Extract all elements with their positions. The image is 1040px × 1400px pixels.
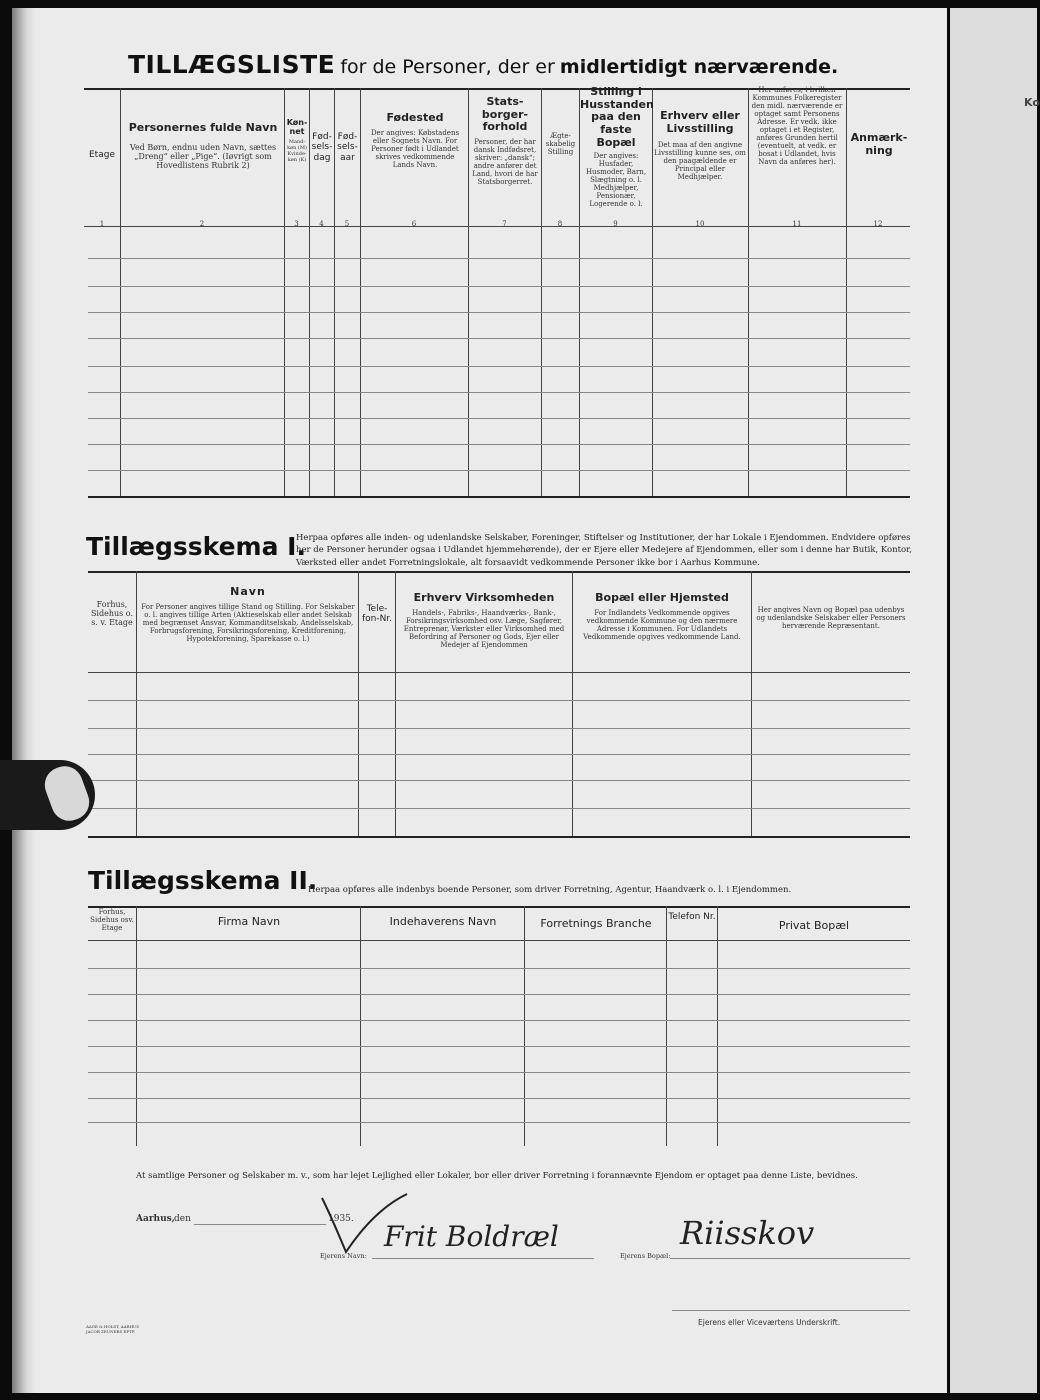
schema2-title: Tillægsskema II.: [88, 866, 318, 895]
page-title: [128, 50, 838, 79]
checkmark-stroke: [312, 1188, 412, 1268]
list-row-line: [88, 392, 910, 393]
schema1-col-phone: Tele-fon-Nr.: [361, 604, 393, 625]
schema2-col-divider: [524, 906, 525, 1146]
year-label: 1935.: [328, 1214, 354, 1224]
owner-address-line: [670, 1258, 910, 1259]
col-number: 5: [344, 220, 350, 228]
owner-address-label: Ejerens Bopæl:: [620, 1252, 671, 1260]
signature-label: Ejerens eller Viceværtens Underskrift.: [698, 1318, 841, 1327]
col-header-household: Stilling i Husstanden paa den faste Bopæl Der angives: Husfader, Husmoder, Barn, Slægtning o. l. Medhjælper, Pensionær, Logerende o. l.: [580, 85, 654, 209]
list-col-divider: [652, 88, 653, 496]
schema1-header-rule: [88, 672, 910, 673]
printer-imprint: AAGE & HOLST, AARHUS JACOB ZEUNERS EFTF.: [86, 1324, 140, 1335]
thumb-holding-page: [0, 760, 95, 830]
schema1-row-line: [88, 700, 910, 701]
census-form-page: [12, 8, 947, 1393]
schema2-header-rule: [88, 940, 910, 941]
schema2-col-divider: [666, 906, 667, 1146]
title-bold-part: TILLÆGSLISTE: [128, 50, 336, 79]
schema2-row-line: [88, 1046, 910, 1047]
col-number: 2: [199, 220, 205, 228]
signature-line: [672, 1310, 910, 1311]
place-label: Aarhus,: [136, 1214, 175, 1224]
owner-address-signature: Riisskov: [680, 1214, 815, 1252]
schema2-top-rule: [88, 906, 910, 908]
list-col-divider: [120, 88, 121, 496]
col-header-birthday: Fød-sels-dag: [311, 132, 333, 163]
schema2-col-private-address: Privat Bopæl: [778, 919, 850, 932]
col-header-etage: Etage: [89, 150, 115, 160]
schema2-col-owner: Indehaverens Navn: [389, 915, 497, 928]
schema1-col-etage: Forhus, Sidehus o. s. v. Etage: [90, 600, 134, 628]
schema2-row-line: [88, 1098, 910, 1099]
schema2-col-divider: [360, 906, 361, 1146]
schema1-col-divider: [395, 571, 396, 836]
list-row-line: [88, 366, 910, 367]
adjacent-page-fragment: Ko: [1024, 96, 1040, 109]
col-number: 12: [873, 220, 883, 228]
schema1-col-representative: Her angives Navn og Bopæl paa udenbys og udenlandske Selskaber eller Personers herværende Repræsentant.: [756, 606, 906, 631]
list-row-line: [88, 470, 910, 471]
schema1-row-line: [88, 728, 910, 729]
col-number: 3: [294, 220, 299, 228]
col-header-birthplace: Fødested Der angives: Købstadens eller Sognets Navn. For Personer født i Udlandet skrives vedkommende Lands Navn.: [370, 111, 460, 169]
col-header-marital: Ægte-skabelig Stilling: [545, 132, 576, 157]
page-spine: [12, 8, 36, 1393]
col-number: 4: [319, 220, 324, 228]
col-number: 11: [792, 220, 802, 228]
list-row-line: [88, 338, 910, 339]
col-header-gender: Køn-net Mand-køn (M) Kvinde-køn (K): [286, 118, 308, 163]
list-bottom-rule: [88, 496, 910, 498]
owner-name-signature: Frit Boldræl: [384, 1220, 559, 1253]
thumbnail-shape: [40, 761, 95, 826]
schema2-col-firm: Firma Navn: [217, 915, 281, 928]
schema1-row-line: [88, 808, 910, 809]
list-col-divider: [748, 88, 749, 496]
schema1-bottom-rule: [88, 836, 910, 838]
schema1-top-rule: [88, 571, 910, 573]
schema1-col-divider: [136, 571, 137, 836]
col-number: 6: [411, 220, 417, 228]
schema1-row-line: [88, 780, 910, 781]
schema2-row-line: [88, 1072, 910, 1073]
adjacent-page: [950, 8, 1040, 1393]
title-bold-end: midlertidigt nærværende.: [559, 56, 839, 78]
col-header-birthyear: Fød-sels-aar: [337, 132, 358, 163]
schema1-col-business: Erhverv Virksomheden Handels-, Fabriks-, Haandværks-, Bank-, Forsikringsvirksomhed osv. Læge, Sagfører, Entreprenør, Værkster eller Virksomhed med Befordring af Personer og Gods, Ejer eller Medejer af Ejendommen: [403, 591, 565, 649]
col-number: 1: [99, 220, 105, 228]
schema1-col-divider: [751, 571, 752, 836]
col-number: 10: [695, 220, 705, 228]
schema2-row-line: [88, 1122, 910, 1123]
list-col-divider: [468, 88, 469, 496]
col-number: 8: [557, 220, 563, 228]
col-number: 9: [613, 220, 618, 228]
col-header-address: Her anføres, i hvilken Kommunes Folkeregister den midl. nærværende er optaget samt Personens Adresse. Er vedk. ikke optaget i et Register, anføres Grunden hertil (eventuelt, at vedk. er bosat i Udlandet, hvis Navn da anføres her).: [751, 86, 843, 167]
schema2-col-branch: Forretnings Branche: [540, 917, 652, 930]
list-row-line: [88, 418, 910, 419]
schema2-intro: Herpaa opføres alle indenbys boende Personer, som driver Forretning, Agentur, Haandværk o. l. i Ejendommen.: [308, 885, 792, 895]
certification-statement: At samtlige Personer og Selskaber m. v., som har lejet Lejlighed eller Lokaler, bor eller driver Forretning i forannævnte Ejendom er optaget paa denne Liste, bevidnes.: [136, 1171, 858, 1181]
schema1-row-line: [88, 754, 910, 755]
schema2-col-phone: Telefon Nr.: [668, 912, 716, 922]
schema2-row-line: [88, 968, 910, 969]
list-row-line: [88, 312, 910, 313]
title-normal-part: for de Personer, der er: [340, 56, 555, 78]
list-row-line: [88, 286, 910, 287]
schema1-col-name: Navn For Personer angives tillige Stand og Stilling. For Selskaber o. l. angives tillige Arten (Aktieselskab eller andet Selskab med begrænset Ansvar, Kommanditselskab, Andelsselskab, Forbrugsforening, Forsikringsforening, Kreditforening, Hypotekforening, Sparekasse o. l.): [141, 585, 355, 643]
schema1-col-divider: [572, 571, 573, 836]
date-label: den: [174, 1214, 191, 1224]
list-row-line: [88, 444, 910, 445]
list-col-divider: [846, 88, 847, 496]
owner-name-label: Ejerens Navn:: [320, 1252, 367, 1260]
col-header-occupation: Erhverv eller Livsstilling Det maa af den angivne Livsstilling kunne ses, om den paagældende er Principal eller Medhjælper.: [654, 109, 746, 182]
schema2-row-line: [88, 994, 910, 995]
col-header-citizenship: Stats-borger-forhold Personer, der har dansk Indfødsret, skriver: „dansk“; andre anfører det Land, hvori de har Statsborgerret.: [472, 95, 538, 187]
schema2-row-line: [88, 1020, 910, 1021]
schema1-title: Tillægsskema I.: [86, 532, 306, 561]
schema1-col-residence: Bopæl eller Hjemsted For Indlandets Vedkommende opgives vedkommende Kommune og den nærmere Adresse i Kommunen. For Udlandets Vedkommende opgives vedkommende Land.: [583, 591, 741, 641]
list-row-line: [88, 258, 910, 259]
list-col-divider: [360, 88, 361, 496]
col-header-remark: Anmærk-ning: [850, 131, 908, 157]
schema2-col-etage: Forhus, Sidehus osv. Etage: [90, 908, 134, 933]
date-line: [194, 1224, 326, 1225]
schema1-intro: Herpaa opføres alle inden- og udenlandske Selskaber, Foreninger, Stiftelser og Institutioner, der har Lokale i Ejendommen. Endvidere opføres her de Personer herunder ogsaa i Udlandet hjemmehørende), der er Ejere eller Medejere af Ejendommen, eller som i denne har Butik, Kontor, Værksted eller andet Forretningslokale, alt forsaavidt vedkommende Personer ikke bor i Aarhus Kommune.: [296, 533, 912, 568]
col-header-name: Personernes fulde Navn Ved Børn, endnu uden Navn, sættes „Dreng“ eller „Pige“. (Iøvrigt som Hovedlistens Rubrik 2): [128, 121, 278, 171]
col-number: 7: [502, 220, 507, 228]
schema2-col-divider: [717, 906, 718, 1146]
schema2-col-divider: [136, 906, 137, 1146]
